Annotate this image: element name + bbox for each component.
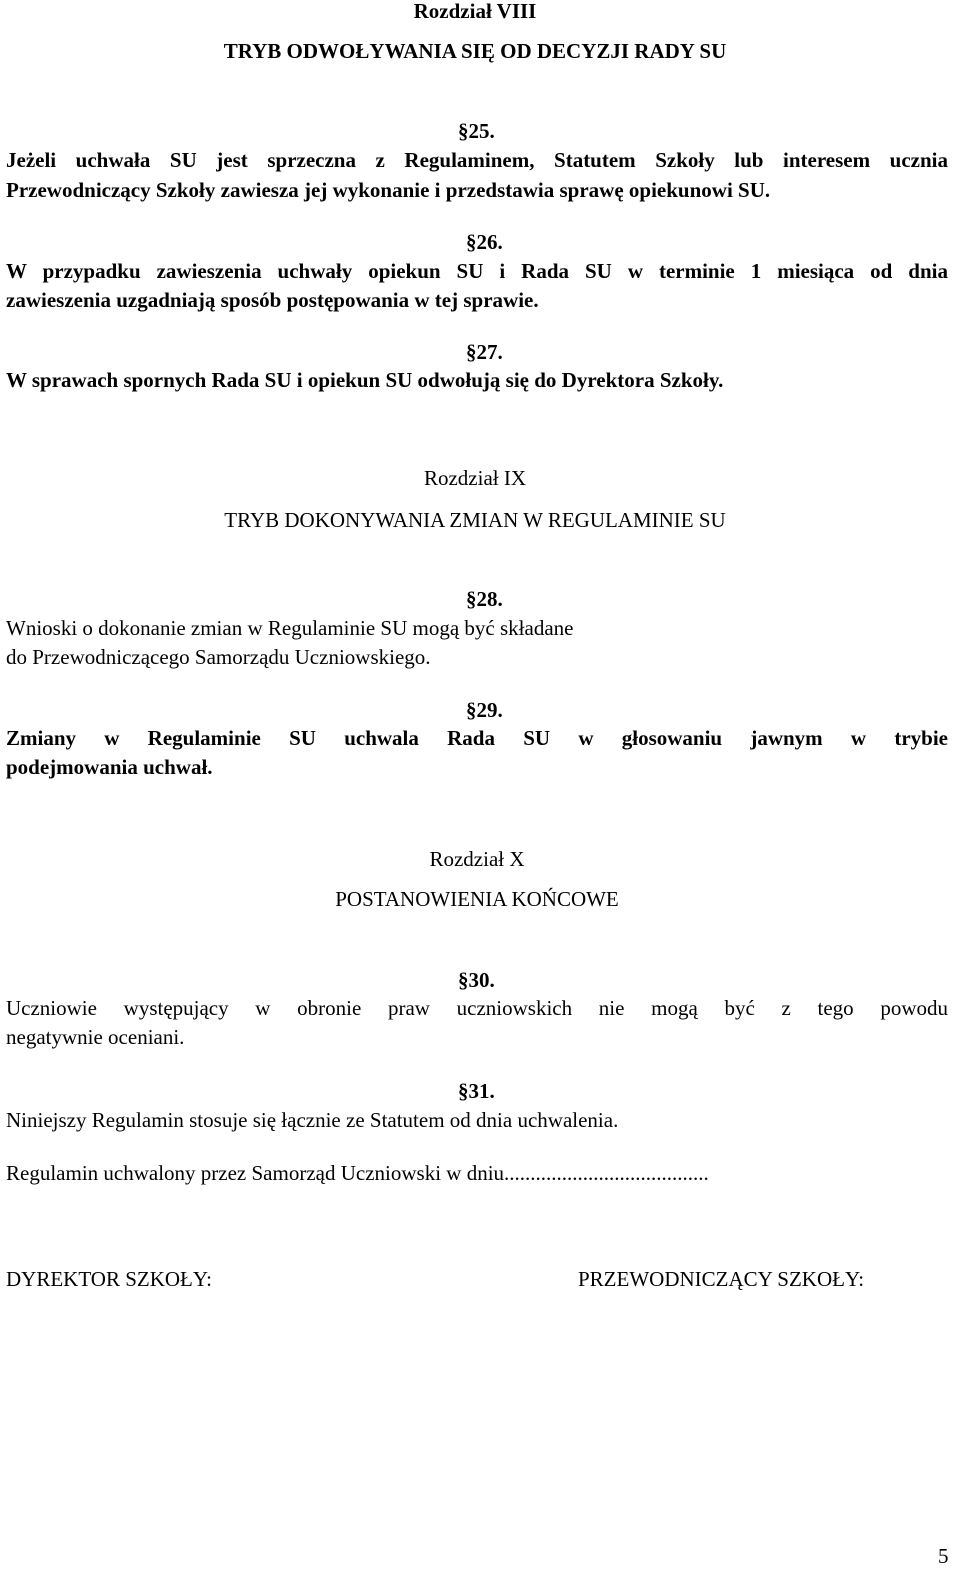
- chapter-label: Rozdział IX: [423, 466, 527, 490]
- section-number: §26.: [466, 230, 503, 254]
- section-text-line: Zmiany w Regulaminie SU uchwala Rada SU w głosowaniu jawnym w trybie: [6, 726, 948, 750]
- adoption-note: Regulamin uchwalony przez Samorząd Uczniowski w dniu.......................................: [6, 1161, 709, 1185]
- section-text-line: Niniejszy Regulamin stosuje się łącznie ze Statutem od dnia uchwalenia.: [6, 1108, 619, 1132]
- section-text-line: podejmowania uchwał.: [6, 755, 213, 779]
- section-number: §31.: [458, 1079, 495, 1103]
- section-text-line: Jeżeli uchwała SU jest sprzeczna z Regulaminem, Statutem Szkoły lub interesem ucznia: [6, 148, 948, 172]
- chapter-title: TRYB ODWOŁYWANIA SIĘ OD DECYZJI RADY SU: [223, 39, 727, 63]
- section-number: §29.: [466, 698, 503, 722]
- chapter-label: Rozdział VIII: [413, 0, 537, 23]
- section-number: §25.: [458, 119, 495, 143]
- section-text-line: Wnioski o dokonanie zmian w Regulaminie SU mogą być składane: [6, 616, 574, 640]
- signature-chairperson: PRZEWODNICZĄCY SZKOŁY:: [578, 1267, 865, 1291]
- section-text-line: W przypadku zawieszenia uchwały opiekun SU i Rada SU w terminie 1 miesiąca od dnia: [6, 259, 948, 283]
- section-number: §28.: [466, 587, 503, 611]
- section-text-line: zawieszenia uzgadniają sposób postępowania w tej sprawie.: [6, 288, 539, 312]
- section-text-line: W sprawach spornych Rada SU i opiekun SU odwołują się do Dyrektora Szkoły.: [6, 368, 724, 392]
- section-number: §27.: [466, 340, 503, 364]
- section-text-line: do Przewodniczącego Samorządu Uczniowskiego.: [6, 645, 431, 669]
- chapter-title: TRYB DOKONYWANIA ZMIAN W REGULAMINIE SU: [224, 508, 726, 532]
- section-text-line: negatywnie oceniani.: [6, 1025, 185, 1049]
- chapter-label: Rozdział X: [429, 847, 525, 871]
- section-number: §30.: [458, 968, 495, 992]
- section-text-line: Przewodniczący Szkoły zawiesza jej wykonanie i przedstawia sprawę opiekunowi SU.: [6, 178, 771, 202]
- signature-director: DYREKTOR SZKOŁY:: [6, 1267, 212, 1291]
- section-text-line: Uczniowie występujący w obronie praw uczniowskich nie mogą być z tego powodu: [6, 996, 948, 1020]
- page-number: 5: [938, 1544, 949, 1568]
- chapter-title: POSTANOWIENIA KOŃCOWE: [335, 887, 619, 911]
